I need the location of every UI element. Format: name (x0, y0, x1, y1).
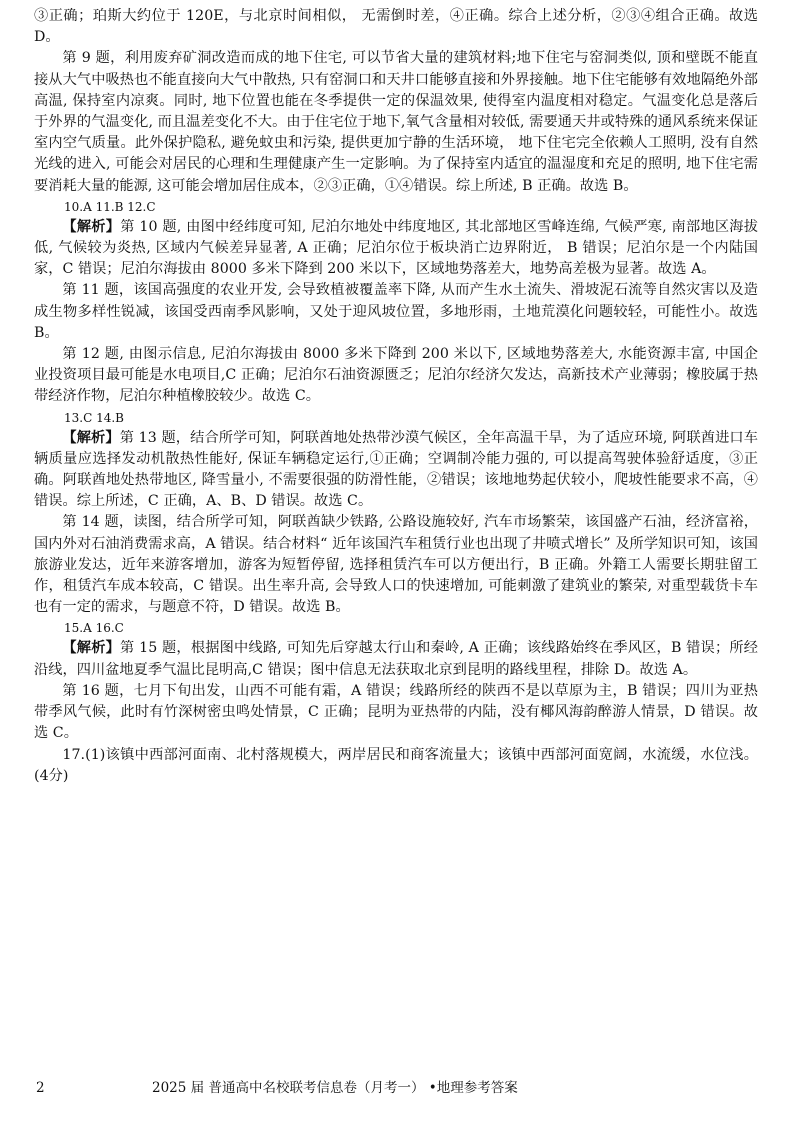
analysis-tag: 【解析】 (62, 218, 121, 235)
content-area (34, 6, 758, 787)
analysis-tag: 【解析】 (62, 640, 121, 657)
footer-title: 2025 届 普通高中名校联考信息卷（月考一） •地理参考答案 (152, 1080, 518, 1096)
explanation-paragraph: ③正确；珀斯大约位于 120E，与北京时间相似， 无需倒时差，④正确。综合上述分析，②③④组合正确。故选 D。 (34, 8, 758, 46)
analysis-paragraph (34, 638, 758, 680)
page-number: 2 (36, 1080, 45, 1096)
explanation-paragraph: 第 14 题，读图，结合所学可知，阿联酋缺少铁路, 公路设施较好, 汽车市场繁荣，该国盛产石油，经济富裕，国内外对石油消费需求高，A 错误。结合材料“ 近年该国汽车租赁行业也出现了井喷式增长” 及所学知识可知，该国旅游业发达，近年来游客增加，游客为短暂停留, 选择租赁汽车可以方便出行，B 正确。外籍工人需要长期驻留工作，租赁汽车成本较高，C 错误。出生率升高, 会导致人口的快速增加, 可能刺激了建筑业的繁荣, 对重型载货卡车也有一定的需求，与题意不符，D 错误。故选 B。 (34, 514, 758, 616)
explanation-paragraph: 第 11 题，该国高强度的农业开发, 会导致植被覆盖率下降, 从而产生水土流失、滑坡泥石流等自然灾害以及造成生物多样性锐减，该国受西南季风影响，又处于迎风坡位置，多地形雨，土地荒漠化问题较轻，可能性小。故选 B。 (34, 282, 758, 341)
analysis-paragraph (34, 217, 758, 281)
explanation-paragraph: 第 16 题，七月下旬出发，山西不可能有霜，A 错误；线路所经的陕西不是以草原为主，B 错误；四川为亚热带季风气候，此时有竹深树密虫鸣处情景，C 正确；昆明为亚热带的内陆，没有椰风海韵醉游人情景，D 错误。故选 C。 (34, 682, 758, 742)
analysis-text: 第 15 题，根据图中线路, 可知先后穿越太行山和秦岭, A 正确；该线路始终在季风区，B 错误；所经沿线，四川盆地夏季气温比昆明高,C 错误；图中信息无法获取北京到昆明的路线里程，排除 D。故选 A。 (34, 640, 759, 678)
answer-key-line: 15.A 16.C (64, 621, 124, 636)
analysis-paragraph (34, 428, 758, 513)
answer-key-line: 13.C 14.B (64, 410, 124, 425)
answer-key-line: 10.A 11.B 12.C (64, 199, 156, 214)
analysis-text: 第 10 题, 由图中经纬度可知, 尼泊尔地处中纬度地区, 其北部地区雪峰连绵, 气候严寒, 南部地区海拔低, 气候较为炎热, 区域内气候差异显著, A 正确；尼泊尔位于板块消亡边界附近， B 错误；尼泊尔是一个内陆国家，C 错误；尼泊尔海拔由 8000 多米下降到 200 米以下，区域地势落差大，地势高差极为显著。故选 A。 (34, 218, 758, 278)
explanation-paragraph: 17.(1)该镇中西部河面南、北村落规模大，两岸居民和商客流量大；该镇中西部河面宽阔，水流缓，水位浅。(4分) (34, 746, 758, 784)
analysis-tag: 【解析】 (62, 429, 120, 446)
explanation-paragraph: 第 9 题，利用废弃矿洞改造而成的地下住宅, 可以节省大量的建筑材料;地下住宅与窑洞类似, 顶和壁既不能直接从大气中吸热也不能直接向大气中散热, 只有窑洞口和天井口能够直接和外界接触。地下住宅能够有效地隔绝外部高温, 保持室内凉爽。同时, 地下位置也能在冬季提供一定的保温效果, 使得室内温度相对稳定。气温变化总是落后于外界的气温变化, 而且温差变化不大。由于住宅位于地下,氧气含量相对较低, 需要通天井或特殊的通风系统来保证室内空气质量。此外保护隐私, 避免蚊虫和污染, 提供更加宁静的生活环境， 地下住宅完全依赖人工照明, 没有自然光线的进入, 可能会对居民的心理和生理健康产生一定影响。为了保持室内适宜的温湿度和充足的照明, 地下住宅需要消耗大量的能源, 这可能会增加居住成本，②③正确，①④错误。综上所述, B 正确。故选 B。 (34, 50, 758, 194)
analysis-text: 第 13 题，结合所学可知，阿联酋地处热带沙漠气候区，全年高温干旱，为了适应环境, 阿联酋进口车辆质量应选择发动机散热性能好, 保证车辆稳定运行,①正确；空调制冷能力强的, 可以提高驾驶体验舒适度，③正确。阿联酋地处热带地区, 降雪量小, 不需要很强的防滑性能，②错误；该地地势起伏较小，爬坡性能要求不高，④错误。综上所述，C 正确，A、B、D 错误。故选 C。 (34, 429, 758, 510)
explanation-paragraph: 第 12 题, 由图示信息, 尼泊尔海拔由 8000 多米下降到 200 米以下, 区域地势落差大, 水能资源丰富, 中国企业投资项目最可能是水电项目,C 正确；尼泊尔石油资源匮乏；尼泊尔经济欠发达，高新技术产业薄弱；橡胶属于热带经济作物，尼泊尔种植橡胶较少。故选 C。 (34, 346, 758, 405)
